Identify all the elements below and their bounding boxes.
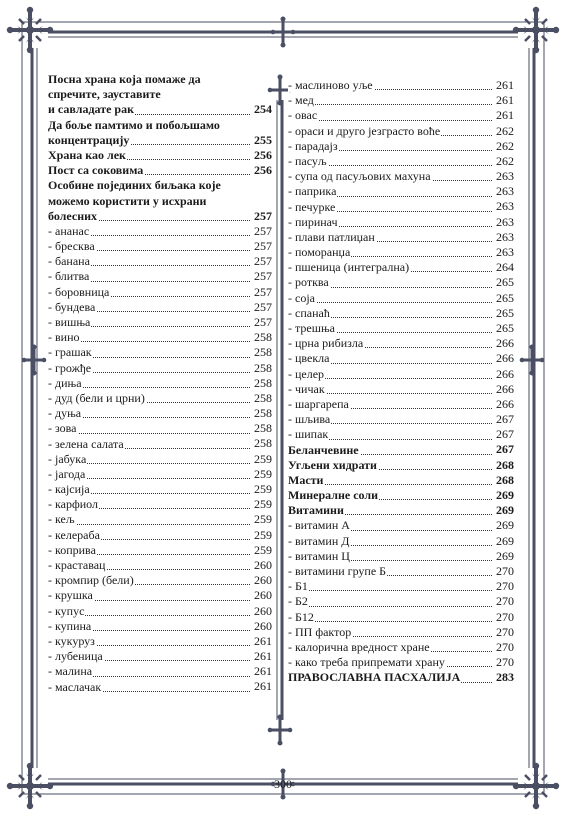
toc-entry-title: - цвекла [288,351,330,366]
toc-page-ref: 263 [496,229,514,244]
toc-entry-line [48,163,272,178]
toc-entry-line [288,610,514,625]
toc-entry-title: Угљени хидрати [288,457,377,472]
toc-page-ref: 257 [254,223,272,238]
toc-page-ref: 270 [496,594,514,609]
toc-page-ref: 255 [254,132,272,147]
toc-page-ref: 261 [254,664,272,679]
toc-page-ref: 259 [254,451,272,466]
toc-page-ref: 258 [254,406,272,421]
toc-entry-line [288,200,514,215]
toc-entry-title: Особине појединих биљака које [48,178,221,193]
toc-entry-title: - грожђе [48,360,92,375]
toc-page-ref: 260 [254,557,272,572]
toc-page-ref: 266 [496,351,514,366]
toc-entry-line [48,133,272,148]
toc-entry-title: - кељ [48,512,75,527]
toc-entry-line [48,330,272,345]
toc-entry-line [48,512,272,527]
toc-page-ref: 257 [254,239,272,254]
toc-page-ref: 258 [254,375,272,390]
toc-entry-line [48,239,272,254]
toc-entry-line [48,345,272,360]
toc-page-ref: 269 [496,518,514,533]
toc-page-ref: 259 [254,482,272,497]
toc-page-ref: 270 [496,563,514,578]
toc-entry-line [48,619,272,634]
toc-entry-line [48,634,272,649]
toc-page-ref: 263 [496,199,514,214]
toc-entry-title: Беланчевине [288,442,359,457]
toc-entry-line [288,640,514,655]
toc-entry-title: можемо користити у исхрани [48,193,207,208]
toc-entry-line [48,376,272,391]
toc-page-ref: 261 [254,649,272,664]
toc-page-ref: 269 [496,503,514,518]
toc-entry-title: Витамини [288,503,344,518]
toc-entry-title: - витамини групе Б [288,564,387,578]
toc-entry-line [48,649,272,664]
toc-entry-line [48,437,272,452]
toc-entry-line [48,87,272,102]
toc-page-ref: 256 [254,147,272,162]
toc-entry-line [288,503,514,518]
toc-entry-line [48,300,272,315]
toc-entry-line [48,269,272,284]
toc-entry-line [48,178,272,193]
toc-entry-line [48,664,272,679]
toc-entry-title: - супа од пасуљових махуна [288,169,431,184]
toc-entry-title: - вишња [48,315,91,329]
toc-entry-title: - соја [288,290,315,305]
toc-entry-line [288,139,514,154]
toc-page-ref: 265 [496,320,514,335]
toc-entry-title: Да боље памтимо и побољшамо [48,117,220,132]
toc-entry-title: - пиринач [288,214,338,229]
toc-entry-line [288,78,514,93]
toc-entry-line [288,579,514,594]
toc-entry-line [288,443,514,458]
dot-leader [288,606,492,607]
toc-entry-line [288,291,514,306]
toc-entry-line [48,285,272,300]
dot-leader [48,524,250,525]
toc-page-ref: 269 [496,488,514,503]
toc-entry-line [48,254,272,269]
toc-entry-title: - крушка [48,588,93,603]
page-number: 300 [274,777,292,791]
toc-entry-line [288,367,514,382]
toc-entry-line [288,458,514,473]
toc-entry-title: - боровница [48,284,110,299]
toc-entry-line [48,452,272,467]
toc-entry-title: - пшеница (интегрална) [288,260,410,275]
toc-page-ref: 260 [254,573,272,588]
toc-page-ref: 258 [254,330,272,345]
toc-entry-title: - мед [288,93,314,108]
toc-page-ref: 259 [254,512,272,527]
toc-entry-line [288,336,514,351]
toc-page-ref: 261 [254,679,272,694]
toc-entry-line [288,564,514,579]
toc-entry-line [288,321,514,336]
toc-page-ref: 258 [254,421,272,436]
toc-page-ref: 260 [254,588,272,603]
toc-entry-title: - калорична вредност хране [288,639,430,654]
toc-entry-line [48,604,272,619]
toc-page-ref: 269 [496,533,514,548]
toc-entry-line [288,154,514,169]
toc-entry-line [48,102,272,117]
toc-page-ref: 261 [496,108,514,123]
toc-page-ref: 268 [496,457,514,472]
toc-entry-title: и савладате рак [48,102,135,117]
toc-entry-title: - Б1 [288,579,308,594]
toc-entry-title: - краставац [48,558,106,572]
dot-leader [288,104,492,105]
toc-entry-title: - кајсија [48,482,90,497]
toc-page-ref: 262 [496,123,514,138]
toc-entry-title: - маслиново уље [288,78,373,92]
toc-entry-line [288,215,514,230]
toc-entry-line [48,224,272,239]
toc-page-ref: 283 [496,670,514,685]
toc-entry-line [48,497,272,512]
toc-entry-title: - карфиол [48,497,98,512]
toc-entry-title: - како треба припремати храну [288,655,445,670]
toc-entry-line [48,528,272,543]
toc-page-ref: 258 [254,345,272,360]
toc-entry-title: - малина [48,664,93,679]
toc-entry-title: - купус [48,603,85,618]
toc-page-ref: 261 [254,633,272,648]
toc-entry-title: - блитва [48,269,90,284]
toc-entry-line [48,315,272,330]
toc-page-ref: 257 [254,208,272,223]
toc-entry-title: - зелена салата [48,436,124,451]
toc-page-ref: 268 [496,472,514,487]
toc-page-ref: 254 [254,102,272,117]
toc-entry-title: - ананас [48,223,90,238]
toc-entry-title: - паприка [288,184,337,199]
toc-page-ref: 267 [496,427,514,442]
toc-entry-title: - бундева [48,299,96,314]
toc-entry-line [48,391,272,406]
toc-entry-title: - бресква [48,239,95,254]
toc-entry-line [48,680,272,695]
toc-page-ref: 263 [496,245,514,260]
toc-page-ref: 263 [496,214,514,229]
toc-entry-title: - Б12 [288,609,314,624]
toc-entry-line [288,382,514,397]
toc-entry-title: - дуња [48,406,82,421]
toc-entry-title: - шипак [288,427,329,442]
toc-entry-title: - печурке [288,199,336,214]
toc-entry-line [288,625,514,640]
toc-entry-title: - лубеница [48,649,103,664]
toc-entry-line [48,194,272,209]
toc-entry-line [48,573,272,588]
toc-entry-title: - спанаћ [288,305,330,320]
toc-entry-line [48,406,272,421]
toc-entry-line [48,482,272,497]
toc-entry-title: - келераба [48,527,100,542]
dot-leader [288,120,492,121]
toc-entry-title: - парадајз [288,138,338,153]
toc-entry-title: - банана [48,254,90,269]
toc-entry-title: - витамин Д [288,533,350,548]
toc-entry-title: - вино [48,330,80,345]
toc-page-ref: 270 [496,579,514,594]
toc-entry-line [48,361,272,376]
toc-entry-line [48,72,272,87]
toc-entry-line [48,421,272,436]
toc-entry-title: - кромпир (бели) [48,573,134,588]
toc-entry-line [288,427,514,442]
toc-entry-title: - кукуруз [48,633,95,648]
toc-entry-title: Минералне соли [288,488,379,503]
toc-entry-title: - плави патлиџан [288,229,375,244]
toc-page-ref: 270 [496,639,514,654]
toc-entry-line [288,306,514,321]
toc-page-ref: 257 [254,269,272,284]
dot-leader [288,621,492,622]
toc-page-ref: 257 [254,299,272,314]
toc-page-ref: 266 [496,336,514,351]
toc-entry-title: - маслачак [48,679,102,694]
toc-entry-line [48,558,272,573]
toc-entry-title: - шљива [288,412,331,427]
dot-leader [288,590,492,591]
toc-page-ref: 258 [254,390,272,405]
toc-entry-title: - целер [288,366,325,381]
toc-entry-line [48,543,272,558]
toc-entry-title: - чичак [288,381,325,396]
toc-entry-line [288,169,514,184]
toc-page-ref: 259 [254,542,272,557]
toc-left-column [48,72,272,695]
toc-page-ref: 262 [496,153,514,168]
toc-entry-line [48,209,272,224]
toc-entry-line [288,397,514,412]
toc-entry-line [288,260,514,275]
toc-page-ref: 261 [496,93,514,108]
toc-entry-title: Храна као лек [48,147,126,162]
toc-entry-line [288,275,514,290]
toc-entry-title: - Б2 [288,594,308,609]
toc-entry-line [288,108,514,123]
toc-entry-title: - ораси и друго језграсто воће [288,123,441,138]
toc-entry-line [288,245,514,260]
toc-page-ref: 261 [496,77,514,92]
toc-entry-title: - јагода [48,466,86,481]
toc-page-ref: 270 [496,655,514,670]
toc-page-ref: 266 [496,396,514,411]
toc-entry-line [288,412,514,427]
toc-page-ref: 263 [496,169,514,184]
toc-page-ref: 258 [254,436,272,451]
toc-entry-title: - купина [48,618,92,633]
toc-entry-title: - поморанџа [288,245,351,260]
toc-page-ref: 270 [496,624,514,639]
toc-entry-line [288,549,514,564]
toc-page-ref: 266 [496,366,514,381]
toc-entry-title: Пост са соковима [48,163,144,178]
toc-entry-title: - ротква [288,275,329,290]
toc-entry-title: - витамин Ц [288,548,350,563]
toc-page-ref: 260 [254,603,272,618]
toc-entry-title: - дуд (бели и црни) [48,390,145,405]
toc-page-ref: 267 [496,442,514,457]
toc-page-ref: 256 [254,163,272,178]
toc-entry-line [288,473,514,488]
toc-page-ref: 265 [496,275,514,290]
toc-entry-title: - грашак [48,345,92,360]
toc-entry-title: спречите, зауставите [48,87,161,102]
toc-page-ref: 267 [496,412,514,427]
toc-entry-title: ПРАВОСЛАВНА ПАСХАЛИЈА [288,670,461,685]
toc-page-ref: 259 [254,466,272,481]
toc-page-ref: 257 [254,284,272,299]
toc-entry-line [288,230,514,245]
toc-entry-title: Посна храна која помаже да [48,72,201,86]
toc-entry-line [48,118,272,133]
toc-entry-title: Масти [288,472,324,487]
toc-right-column [288,78,514,686]
toc-page-ref: 266 [496,381,514,396]
toc-entry-title: - витамин А [288,518,350,533]
toc-entry-title: концентрацију [48,132,130,147]
toc-entry-line [288,488,514,503]
toc-entry-line [288,655,514,670]
toc-entry-line [288,534,514,549]
toc-entry-line [288,670,514,685]
toc-entry-title: - овас [288,108,318,123]
toc-page-ref: 262 [496,138,514,153]
toc-entry-title: - јабука [48,451,87,466]
toc-page-ref: 264 [496,260,514,275]
toc-entry-title: - зова [48,421,77,436]
toc-page-ref: 265 [496,305,514,320]
toc-entry-title: - ПП фактор [288,624,352,639]
toc-entry-line [48,467,272,482]
toc-page-ref: 269 [496,548,514,563]
toc-page-ref: 257 [254,314,272,329]
toc-entry-title: - црна рибизла [288,336,364,351]
toc-page-ref: 259 [254,497,272,512]
toc-entry-title: болесних [48,208,98,223]
toc-page-ref: 265 [496,290,514,305]
toc-page-ref: 270 [496,609,514,624]
toc-entry-line [288,518,514,533]
toc-entry-title: - коприва [48,542,96,557]
toc-entry-title: - пасуљ [288,153,327,168]
toc-page-ref: 257 [254,254,272,269]
toc-entry-title: - шаргарепа [288,396,349,411]
toc-entry-line [288,594,514,609]
toc-page-ref: 263 [496,184,514,199]
toc-entry-line [288,124,514,139]
toc-page-ref: 260 [254,618,272,633]
dot-leader [288,302,492,303]
toc-page-ref: 259 [254,527,272,542]
toc-entry-title: - диња [48,375,82,390]
toc-entry-title: - трешња [288,321,335,335]
dot-leader [48,433,250,434]
toc-entry-line [288,184,514,199]
toc-page-ref: 258 [254,360,272,375]
toc-entry-line [48,588,272,603]
toc-entry-line [48,148,272,163]
toc-entry-line [288,93,514,108]
toc-entry-line [288,351,514,366]
